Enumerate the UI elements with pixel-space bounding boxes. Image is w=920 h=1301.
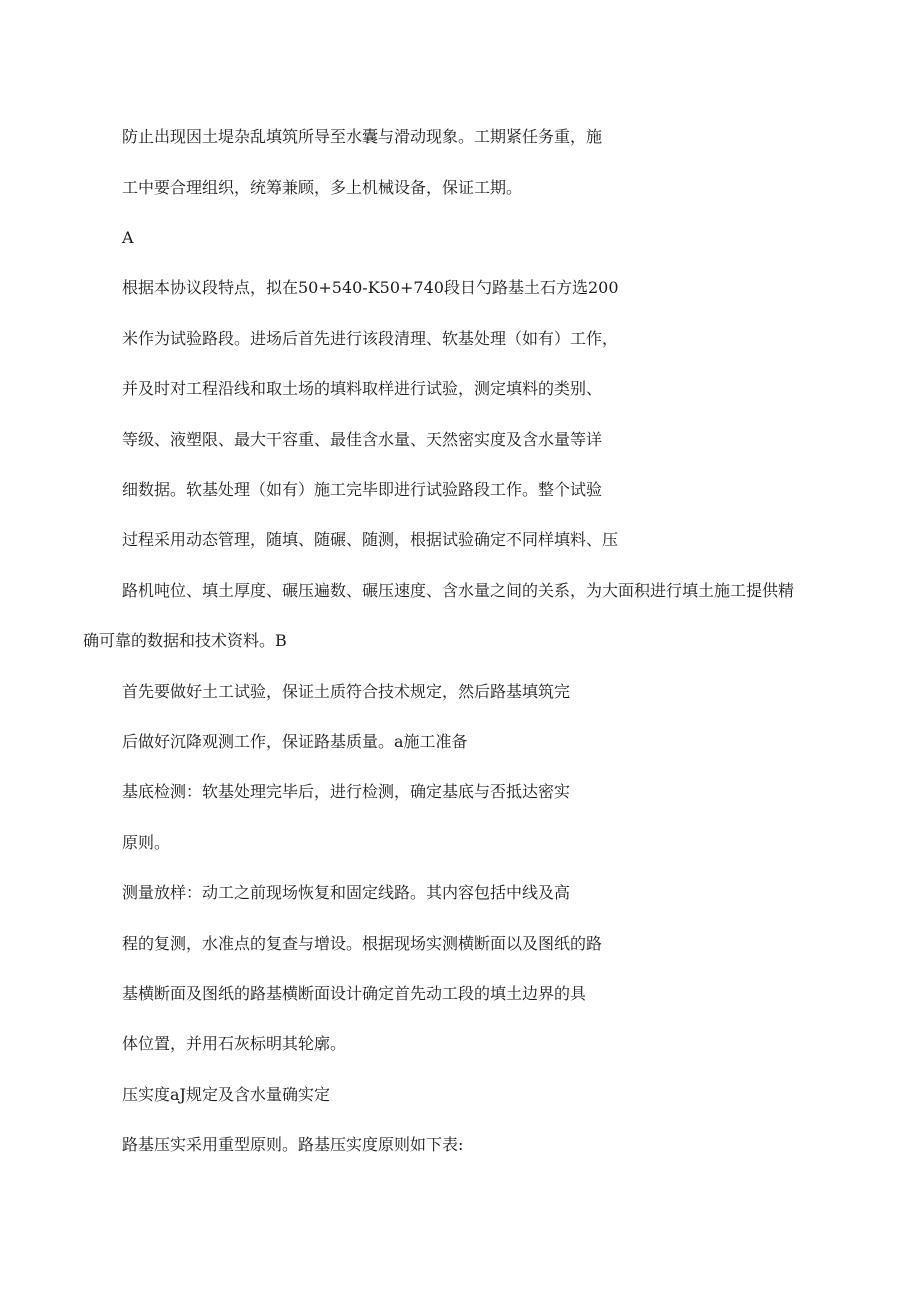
paragraph-line-12: 后做好沉降观测工作，保证路基质量。a施工准备 [122,732,468,751]
paragraph-line-6: 等级、液塑限、最大干容重、最佳含水量、天然密实度及含水量等详 [122,430,603,449]
paragraph-line-7: 细数据。软基处理（如有）施工完毕即进行试验路段工作。整个试验 [122,480,603,499]
paragraph-line-17: 基横断面及图纸的路基横断面设计确定首先动工段的填土边界的具 [122,984,587,1003]
paragraph-line-13: 基底检测：软基处理完毕后，进行检测，确定基底与否抵达密实 [122,782,571,801]
paragraph-line-9: 路机吨位、填土厚度、碾压遍数、碾压速度、含水量之间的关系，为大面积进行填土施工提供精 [122,581,795,600]
paragraph-line-18: 体位置，并用石灰标明其轮廓。 [122,1034,347,1053]
paragraph-line-15: 测量放样：动工之前现场恢复和固定线路。其内容包括中线及高 [122,883,571,902]
paragraph-line-20: 路基压实采用重型原则。路基压实度原则如下表: [122,1135,464,1154]
paragraph-line-1: 防止出现因土堤杂乱填筑所导至水囊与滑动现象。工期紧任务重，施 [122,127,603,146]
paragraph-line-3: 根据本协议段特点，拟在50+540-K50+740段日勺路基土石方选200 [122,278,619,297]
paragraph-line-4: 米作为试验路段。进场后首先进行该段清理、软基处理（如有）工作， [122,329,619,348]
paragraph-line-11: 首先要做好土工试验，保证土质符合技术规定，然后路基填筑完 [122,682,571,701]
paragraph-line-8: 过程采用动态管理，随填、随碾、随测，根据试验确定不同样填料、压 [122,530,619,549]
paragraph-line-5: 并及时对工程沿线和取土场的填料取样进行试验，测定填料的类别、 [122,379,603,398]
section-marker-a: A [122,228,134,247]
paragraph-line-14: 原则。 [122,833,171,852]
paragraph-line-2: 工中要合理组织，统筹兼顾，多上机械设备，保证工期。 [122,178,523,197]
paragraph-line-10: 确可靠的数据和技术资料。B [83,631,287,650]
paragraph-line-19: 压实度aJ规定及含水量确实定 [122,1085,330,1104]
paragraph-line-16: 程的复测，水准点的复查与增设。根据现场实测横断面以及图纸的路 [122,934,603,953]
